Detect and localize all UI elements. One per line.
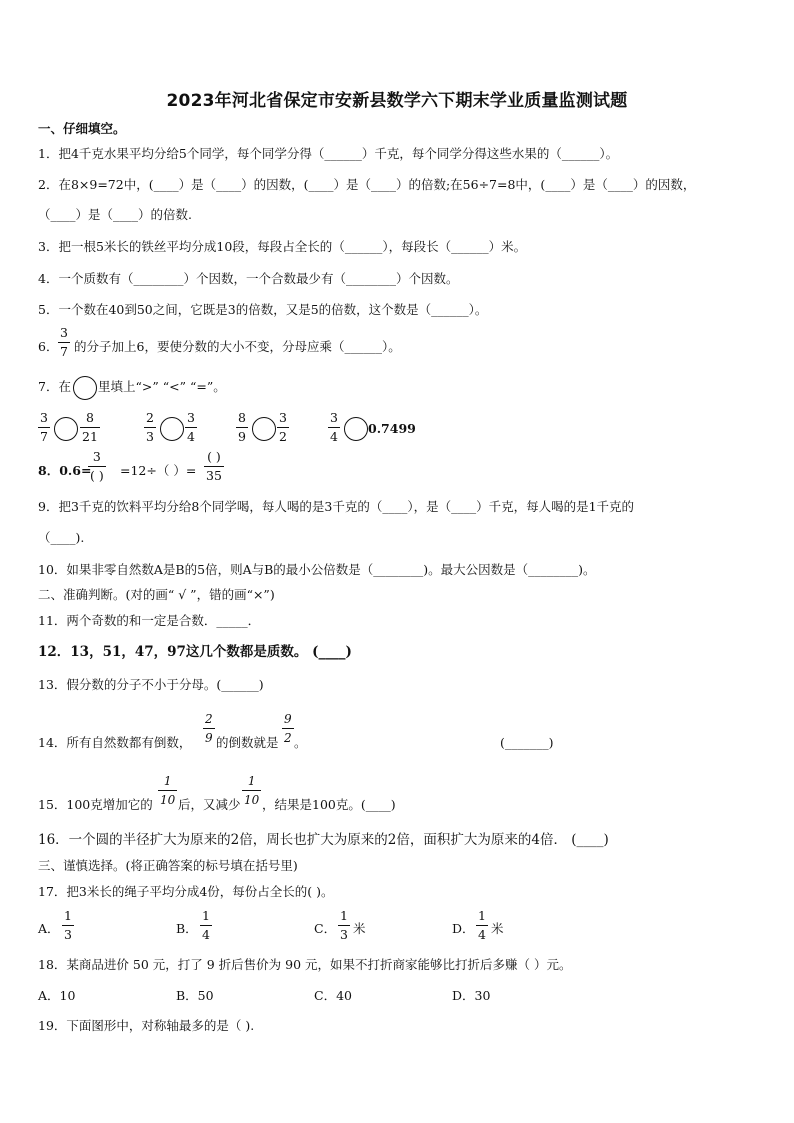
q7-item-4-right-value: 0.7499: [368, 421, 416, 436]
question-8-pre: 8．0.6=: [38, 463, 92, 478]
q17-option-b-label[interactable]: B．: [176, 921, 198, 936]
question-11: 11．两个奇数的和一定是合数．_____．: [38, 613, 261, 628]
q17-option-b-fraction: 1 4: [202, 908, 210, 942]
question-17: 17．把3米长的绳子平均分成4份，每份占全长的( )。: [38, 884, 334, 899]
q7-item-2-answer-circle[interactable]: [160, 417, 184, 441]
question-14-pre: 14．所有自然数都有倒数，: [38, 735, 192, 750]
compare-circle-icon: [73, 376, 97, 400]
q7-item-3-right-fraction: 3 2: [279, 410, 287, 444]
question-15-post: ，结果是100克。(____): [262, 797, 396, 812]
question-9-line-1: 9．把3千克的饮料平均分给8个同学喝，每人喝的是3千克的（____），是（____）千克，每人喝的是1千克的: [38, 499, 635, 514]
question-1: 1．把4千克水果平均分给5个同学，每个同学分得（______）千克，每个同学分得这些水果的（______）。: [38, 146, 619, 161]
question-12: 12．13，51，47，97这几个数都是质数。 (____): [38, 644, 352, 660]
q17-option-a-label[interactable]: A．: [38, 921, 60, 936]
question-6-fraction: 3 7: [60, 325, 68, 359]
q7-item-4-left-fraction: 3 4: [330, 410, 338, 444]
section-heading-fill-in: 一、仔细填空。: [38, 121, 126, 136]
question-9-line-2: （____).: [38, 530, 85, 545]
q17-option-c-label[interactable]: C．: [314, 921, 337, 936]
q18-option-d[interactable]: D．30: [452, 988, 491, 1003]
q7-item-1-left-fraction: 3 7: [40, 410, 48, 444]
q7-item-2-left-fraction: 2 3: [146, 410, 154, 444]
question-14-fraction-1: 2 9: [205, 712, 213, 745]
q17-option-a-fraction: 1 3: [64, 908, 72, 942]
q17-option-c-fraction: 1 3: [340, 908, 348, 942]
q7-item-2-right-fraction: 3 4: [187, 410, 195, 444]
question-14-mid: 的倒数就是: [216, 735, 279, 750]
question-19: 19．下面图形中，对称轴最多的是（ ).: [38, 1018, 255, 1033]
q18-option-b[interactable]: B．50: [176, 988, 214, 1003]
question-7-pre: 7．在: [38, 379, 71, 394]
q17-option-d-unit: 米: [491, 921, 504, 936]
question-15-fraction-2: 1 10: [244, 774, 260, 807]
question-8-fraction-1: 3 ( ): [90, 449, 104, 483]
question-16: 16．一个圆的半径扩大为原来的2倍，周长也扩大为原来的2倍，面积扩大为原来的4倍． (____): [38, 832, 609, 848]
question-2-line-1: 2．在8×9=72中，(____）是（____）的因数，(____）是（____）的倍数;在56÷7=8中，(____）是（____）的因数，: [38, 177, 696, 192]
question-8-fraction-2: ( ) 35: [206, 449, 222, 483]
question-14-post: 。: [294, 735, 307, 750]
q18-option-c[interactable]: C．40: [314, 988, 352, 1003]
question-6-label: 6．: [38, 339, 59, 354]
section-heading-multiple-choice: 三、谨慎选择。(将正确答案的标号填在括号里): [38, 858, 298, 873]
q17-option-c-unit: 米: [353, 921, 366, 936]
section-heading-true-false: 二、准确判断。(对的画“ √ ”，错的画“×”): [38, 587, 275, 602]
question-6-text: 的分子加上6，要使分数的大小不变，分母应乘（______）。: [74, 339, 401, 354]
q18-option-a[interactable]: A．10: [38, 988, 76, 1003]
question-10: 10．如果非零自然数A是B的5倍，则A与B的最小公倍数是（________)。最大公因数是（________)。: [38, 562, 596, 577]
question-15-fraction-1: 1 10: [160, 774, 176, 807]
question-2-line-2: （____）是（____）的倍数.: [38, 207, 192, 222]
question-7-post: 里填上“>” “<” “=”。: [98, 379, 226, 394]
q17-option-d-fraction: 1 4: [478, 908, 486, 942]
page-title: 2023年河北省保定市安新县数学六下期末学业质量监测试题: [166, 91, 628, 111]
q17-option-d-label[interactable]: D．: [452, 921, 475, 936]
q7-item-4-answer-circle[interactable]: [344, 417, 368, 441]
question-14-fraction-2: 9 2: [284, 712, 292, 745]
question-15-mid: 后，又减少: [178, 797, 241, 812]
question-15-pre: 15．100克增加它的: [38, 797, 153, 812]
q7-item-3-answer-circle[interactable]: [252, 417, 276, 441]
question-3: 3．把一根5米长的铁丝平均分成10段，每段占全长的（______），每段长（______）米。: [38, 239, 527, 254]
question-5: 5．一个数在40到50之间，它既是3的倍数，又是5的倍数，这个数是（______）。: [38, 302, 488, 317]
question-8-mid: =12÷（ ）=: [120, 463, 197, 478]
q7-item-1-answer-circle[interactable]: [54, 417, 78, 441]
question-4: 4．一个质数有（________）个因数，一个合数最少有（________）个因数。: [38, 271, 459, 286]
question-18: 18．某商品进价 50 元，打了 9 折后售价为 90 元，如果不打折商家能够比打折后多赚（ ）元。: [38, 957, 572, 972]
question-14-answer-blank[interactable]: (_______): [500, 735, 554, 750]
q7-item-1-right-fraction: 8 21: [82, 410, 98, 444]
q7-item-3-left-fraction: 8 9: [238, 410, 246, 444]
question-13: 13．假分数的分子不小于分母。(______): [38, 677, 264, 692]
